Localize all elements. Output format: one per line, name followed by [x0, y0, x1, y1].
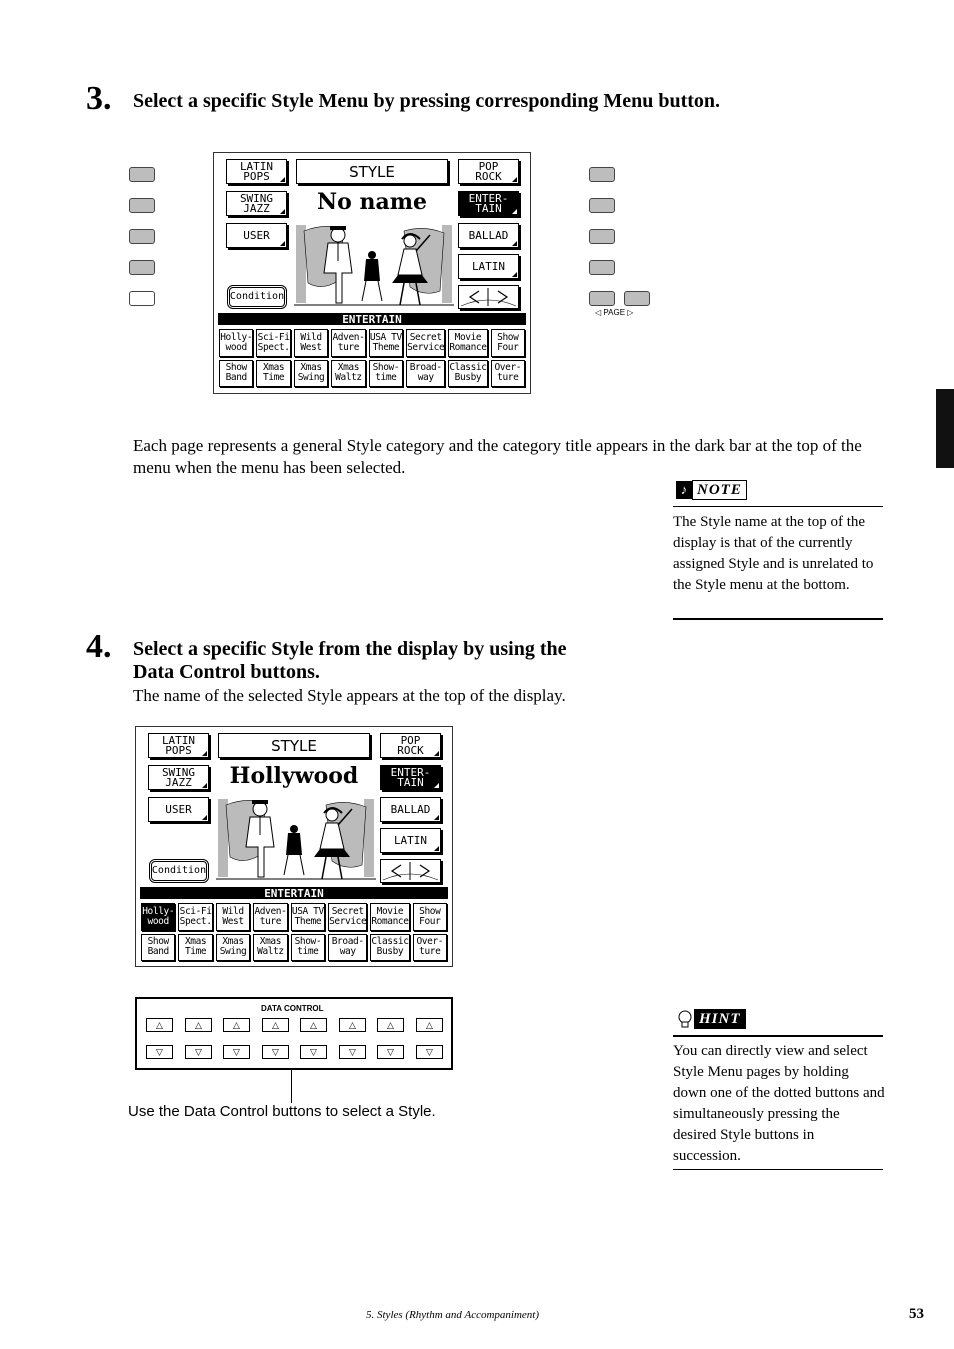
lcd2-category-bar: ENTERTAIN: [140, 887, 448, 899]
grid2-cell-xmas-swing[interactable]: Xmas Swing: [216, 934, 250, 962]
step-4-title-line-2: Data Control buttons.: [133, 661, 320, 683]
page-number: 53: [909, 1306, 924, 1322]
dancers-illustration-2: [216, 795, 376, 883]
lcd2-latin-button[interactable]: LATIN: [380, 828, 441, 853]
data-control-down-8[interactable]: [416, 1045, 443, 1059]
lcd2-style-label: STYLE: [218, 733, 370, 758]
right-menu-button-4[interactable]: [589, 260, 615, 275]
note-label: NOTE: [692, 480, 747, 500]
grid2-cell-broadway[interactable]: Broad- way: [328, 934, 367, 962]
data-control-panel: [135, 997, 453, 1070]
grid2-cell-classic-busby[interactable]: Classic Busby: [370, 934, 409, 962]
down-triangle-icon: ▽: [426, 1046, 433, 1057]
note-top-rule: [673, 506, 883, 507]
grid-cell-show-band[interactable]: Show Band: [219, 360, 253, 388]
page-prev-button[interactable]: [589, 291, 615, 306]
callout-line: [291, 1070, 292, 1103]
lcd2-page-nav[interactable]: [380, 859, 441, 883]
page-label: ◁ PAGE ▷: [595, 308, 634, 317]
data-control-up-5[interactable]: [300, 1018, 327, 1032]
up-triangle-icon: △: [426, 1019, 433, 1030]
up-triangle-icon: △: [272, 1019, 279, 1030]
lcd2-style-grid: [141, 903, 447, 961]
up-triangle-icon: △: [195, 1019, 202, 1030]
up-triangle-icon: △: [349, 1019, 356, 1030]
note-bottom-rule: [673, 618, 883, 620]
page-left-arrow-icon: ◁: [595, 308, 602, 317]
step-3-title: Select a specific Style Menu by pressing corresponding Menu button.: [133, 90, 721, 112]
lcd-display-2: [135, 726, 453, 967]
note-music-icon: ♪: [676, 481, 692, 499]
down-triangle-icon: ▽: [387, 1046, 394, 1057]
lcd-display-1: [213, 152, 531, 394]
grid-cell-showtime[interactable]: Show- time: [369, 360, 403, 388]
up-triangle-icon: △: [233, 1019, 240, 1030]
lcd2-swing-jazz-button[interactable]: SWING JAZZ: [148, 765, 209, 790]
data-control-up-2[interactable]: [185, 1018, 212, 1032]
lcd-style-grid: [219, 329, 525, 387]
lightbulb-icon: [676, 1009, 694, 1029]
grid2-cell-xmas-waltz[interactable]: Xmas Waltz: [253, 934, 287, 962]
lcd2-style-name: Hollywood: [229, 763, 359, 789]
grid2-cell-overture[interactable]: Over- ture: [413, 934, 447, 962]
hint-bottom-rule: [673, 1169, 883, 1170]
page-nav-arrows-icon: [459, 286, 518, 308]
grid2-cell-secret-service[interactable]: Secret Service: [328, 903, 367, 931]
grid2-cell-scifi-spect[interactable]: Sci-Fi Spect.: [178, 903, 212, 931]
dancers-illustration: [294, 221, 454, 309]
lcd-user-button[interactable]: USER: [226, 223, 287, 248]
data-control-down-5[interactable]: [300, 1045, 327, 1059]
grid-cell-xmas-waltz[interactable]: Xmas Waltz: [331, 360, 365, 388]
grid-cell-overture[interactable]: Over- ture: [491, 360, 525, 388]
grid2-cell-adventure[interactable]: Adven- ture: [253, 903, 287, 931]
down-triangle-icon: ▽: [156, 1046, 163, 1057]
grid-cell-xmas-swing[interactable]: Xmas Swing: [294, 360, 328, 388]
left-menu-button-2[interactable]: [129, 198, 155, 213]
down-triangle-icon: ▽: [233, 1046, 240, 1057]
lcd-latin-button[interactable]: LATIN: [458, 254, 519, 279]
lcd-ballad-button[interactable]: BALLAD: [458, 223, 519, 248]
lcd-page-nav[interactable]: [458, 285, 519, 309]
step-4-title-line-1: Select a specific Style from the display by using the: [133, 638, 567, 660]
data-control-down-7[interactable]: [377, 1045, 404, 1059]
lcd-style-name: No name: [317, 189, 427, 215]
grid2-cell-movie-romance[interactable]: Movie Romance: [370, 903, 409, 931]
grid2-cell-hollywood-selected[interactable]: Holly- wood: [141, 903, 175, 931]
grid-cell-wild-west[interactable]: Wild West: [294, 329, 328, 357]
lcd2-pop-rock-button[interactable]: POP ROCK: [380, 733, 441, 758]
grid-cell-xmas-time[interactable]: Xmas Time: [256, 360, 290, 388]
right-menu-button-3[interactable]: [589, 229, 615, 244]
grid-cell-secret-service[interactable]: Secret Service: [406, 329, 445, 357]
step-3-paragraph: Each page represents a general Style category and the category title appears in the dark bar at the top of the menu when the menu has been selected.: [133, 436, 862, 477]
step-4-paragraph: The name of the selected Style appears at the top of the display.: [133, 686, 566, 705]
page-next-button[interactable]: [624, 291, 650, 306]
note-badge: [676, 480, 747, 500]
lcd-swing-jazz-button[interactable]: SWING JAZZ: [226, 191, 287, 216]
lcd2-condition-button[interactable]: Condition: [151, 861, 207, 881]
hint-text: You can directly view and select Style Menu pages by holding down one of the dotted buttons and simultaneously pressing the desired Style buttons in succession.: [673, 1043, 885, 1164]
grid-cell-scifi-spect[interactable]: Sci-Fi Spect.: [256, 329, 290, 357]
down-triangle-icon: ▽: [195, 1046, 202, 1057]
footer-section-title: 5. Styles (Rhythm and Accompaniment): [366, 1309, 540, 1321]
down-triangle-icon: ▽: [310, 1046, 317, 1057]
lcd-entertain-button[interactable]: ENTER- TAIN: [458, 191, 519, 216]
lcd2-latin-pops-button[interactable]: LATIN POPS: [148, 733, 209, 758]
grid2-cell-wild-west[interactable]: Wild West: [216, 903, 250, 931]
page-nav-arrows-icon: [381, 860, 440, 882]
lcd-latin-pops-button[interactable]: LATIN POPS: [226, 159, 287, 184]
hint-label: HINT: [694, 1009, 746, 1029]
up-triangle-icon: △: [156, 1019, 163, 1030]
data-control-up-3[interactable]: [223, 1018, 250, 1032]
data-control-down-6[interactable]: [339, 1045, 366, 1059]
lcd-pop-rock-button[interactable]: POP ROCK: [458, 159, 519, 184]
page-right-arrow-icon: ▷: [627, 308, 634, 317]
data-control-down-4[interactable]: [262, 1045, 289, 1059]
left-menu-button-4[interactable]: [129, 260, 155, 275]
lcd-condition-button[interactable]: Condition: [229, 287, 285, 307]
down-triangle-icon: ▽: [272, 1046, 279, 1057]
right-menu-button-1[interactable]: [589, 167, 615, 182]
step-3-number: 3.: [86, 80, 112, 117]
grid2-cell-usa-tv-theme[interactable]: USA TV Theme: [291, 903, 325, 931]
grid2-cell-show-four[interactable]: Show Four: [413, 903, 447, 931]
up-triangle-icon: △: [310, 1019, 317, 1030]
down-triangle-icon: ▽: [349, 1046, 356, 1057]
data-control-up-8[interactable]: [416, 1018, 443, 1032]
note-text: The Style name at the top of the display is that of the currently assigned Style and is unrelated to the Style menu at the bottom.: [673, 514, 874, 593]
grid-cell-classic-busby[interactable]: Classic Busby: [448, 360, 487, 388]
data-control-up-4[interactable]: [262, 1018, 289, 1032]
grid-cell-movie-romance[interactable]: Movie Romance: [448, 329, 487, 357]
step-4-number: 4.: [86, 628, 112, 665]
grid-cell-broadway[interactable]: Broad- way: [406, 360, 445, 388]
left-menu-button-5[interactable]: [129, 291, 155, 306]
grid2-cell-showtime[interactable]: Show- time: [291, 934, 325, 962]
lcd-category-bar: ENTERTAIN: [218, 313, 526, 325]
left-menu-button-3[interactable]: [129, 229, 155, 244]
hint-top-rule: [673, 1035, 883, 1037]
grid2-cell-xmas-time[interactable]: Xmas Time: [178, 934, 212, 962]
data-control-up-1[interactable]: [146, 1018, 173, 1032]
data-control-label: DATA CONTROL: [261, 1004, 324, 1013]
data-control-down-2[interactable]: [185, 1045, 212, 1059]
grid-cell-usa-tv-theme[interactable]: USA TV Theme: [369, 329, 403, 357]
lcd2-user-button[interactable]: USER: [148, 797, 209, 822]
data-control-caption: Use the Data Control buttons to select a Style.: [128, 1103, 436, 1120]
data-control-up-7[interactable]: [377, 1018, 404, 1032]
left-menu-button-1[interactable]: [129, 167, 155, 182]
grid-cell-adventure[interactable]: Adven- ture: [331, 329, 365, 357]
data-control-down-1[interactable]: [146, 1045, 173, 1059]
grid-cell-hollywood[interactable]: Holly- wood: [219, 329, 253, 357]
data-control-up-6[interactable]: [339, 1018, 366, 1032]
hint-badge: [676, 1009, 746, 1029]
edge-tab: [936, 389, 954, 468]
up-triangle-icon: △: [387, 1019, 394, 1030]
lcd2-ballad-button[interactable]: BALLAD: [380, 797, 441, 822]
lcd2-entertain-button[interactable]: ENTER- TAIN: [380, 765, 441, 790]
right-menu-button-2[interactable]: [589, 198, 615, 213]
grid-cell-show-four[interactable]: Show Four: [491, 329, 525, 357]
lcd-style-label: STYLE: [296, 159, 448, 184]
grid2-cell-show-band[interactable]: Show Band: [141, 934, 175, 962]
data-control-down-3[interactable]: [223, 1045, 250, 1059]
